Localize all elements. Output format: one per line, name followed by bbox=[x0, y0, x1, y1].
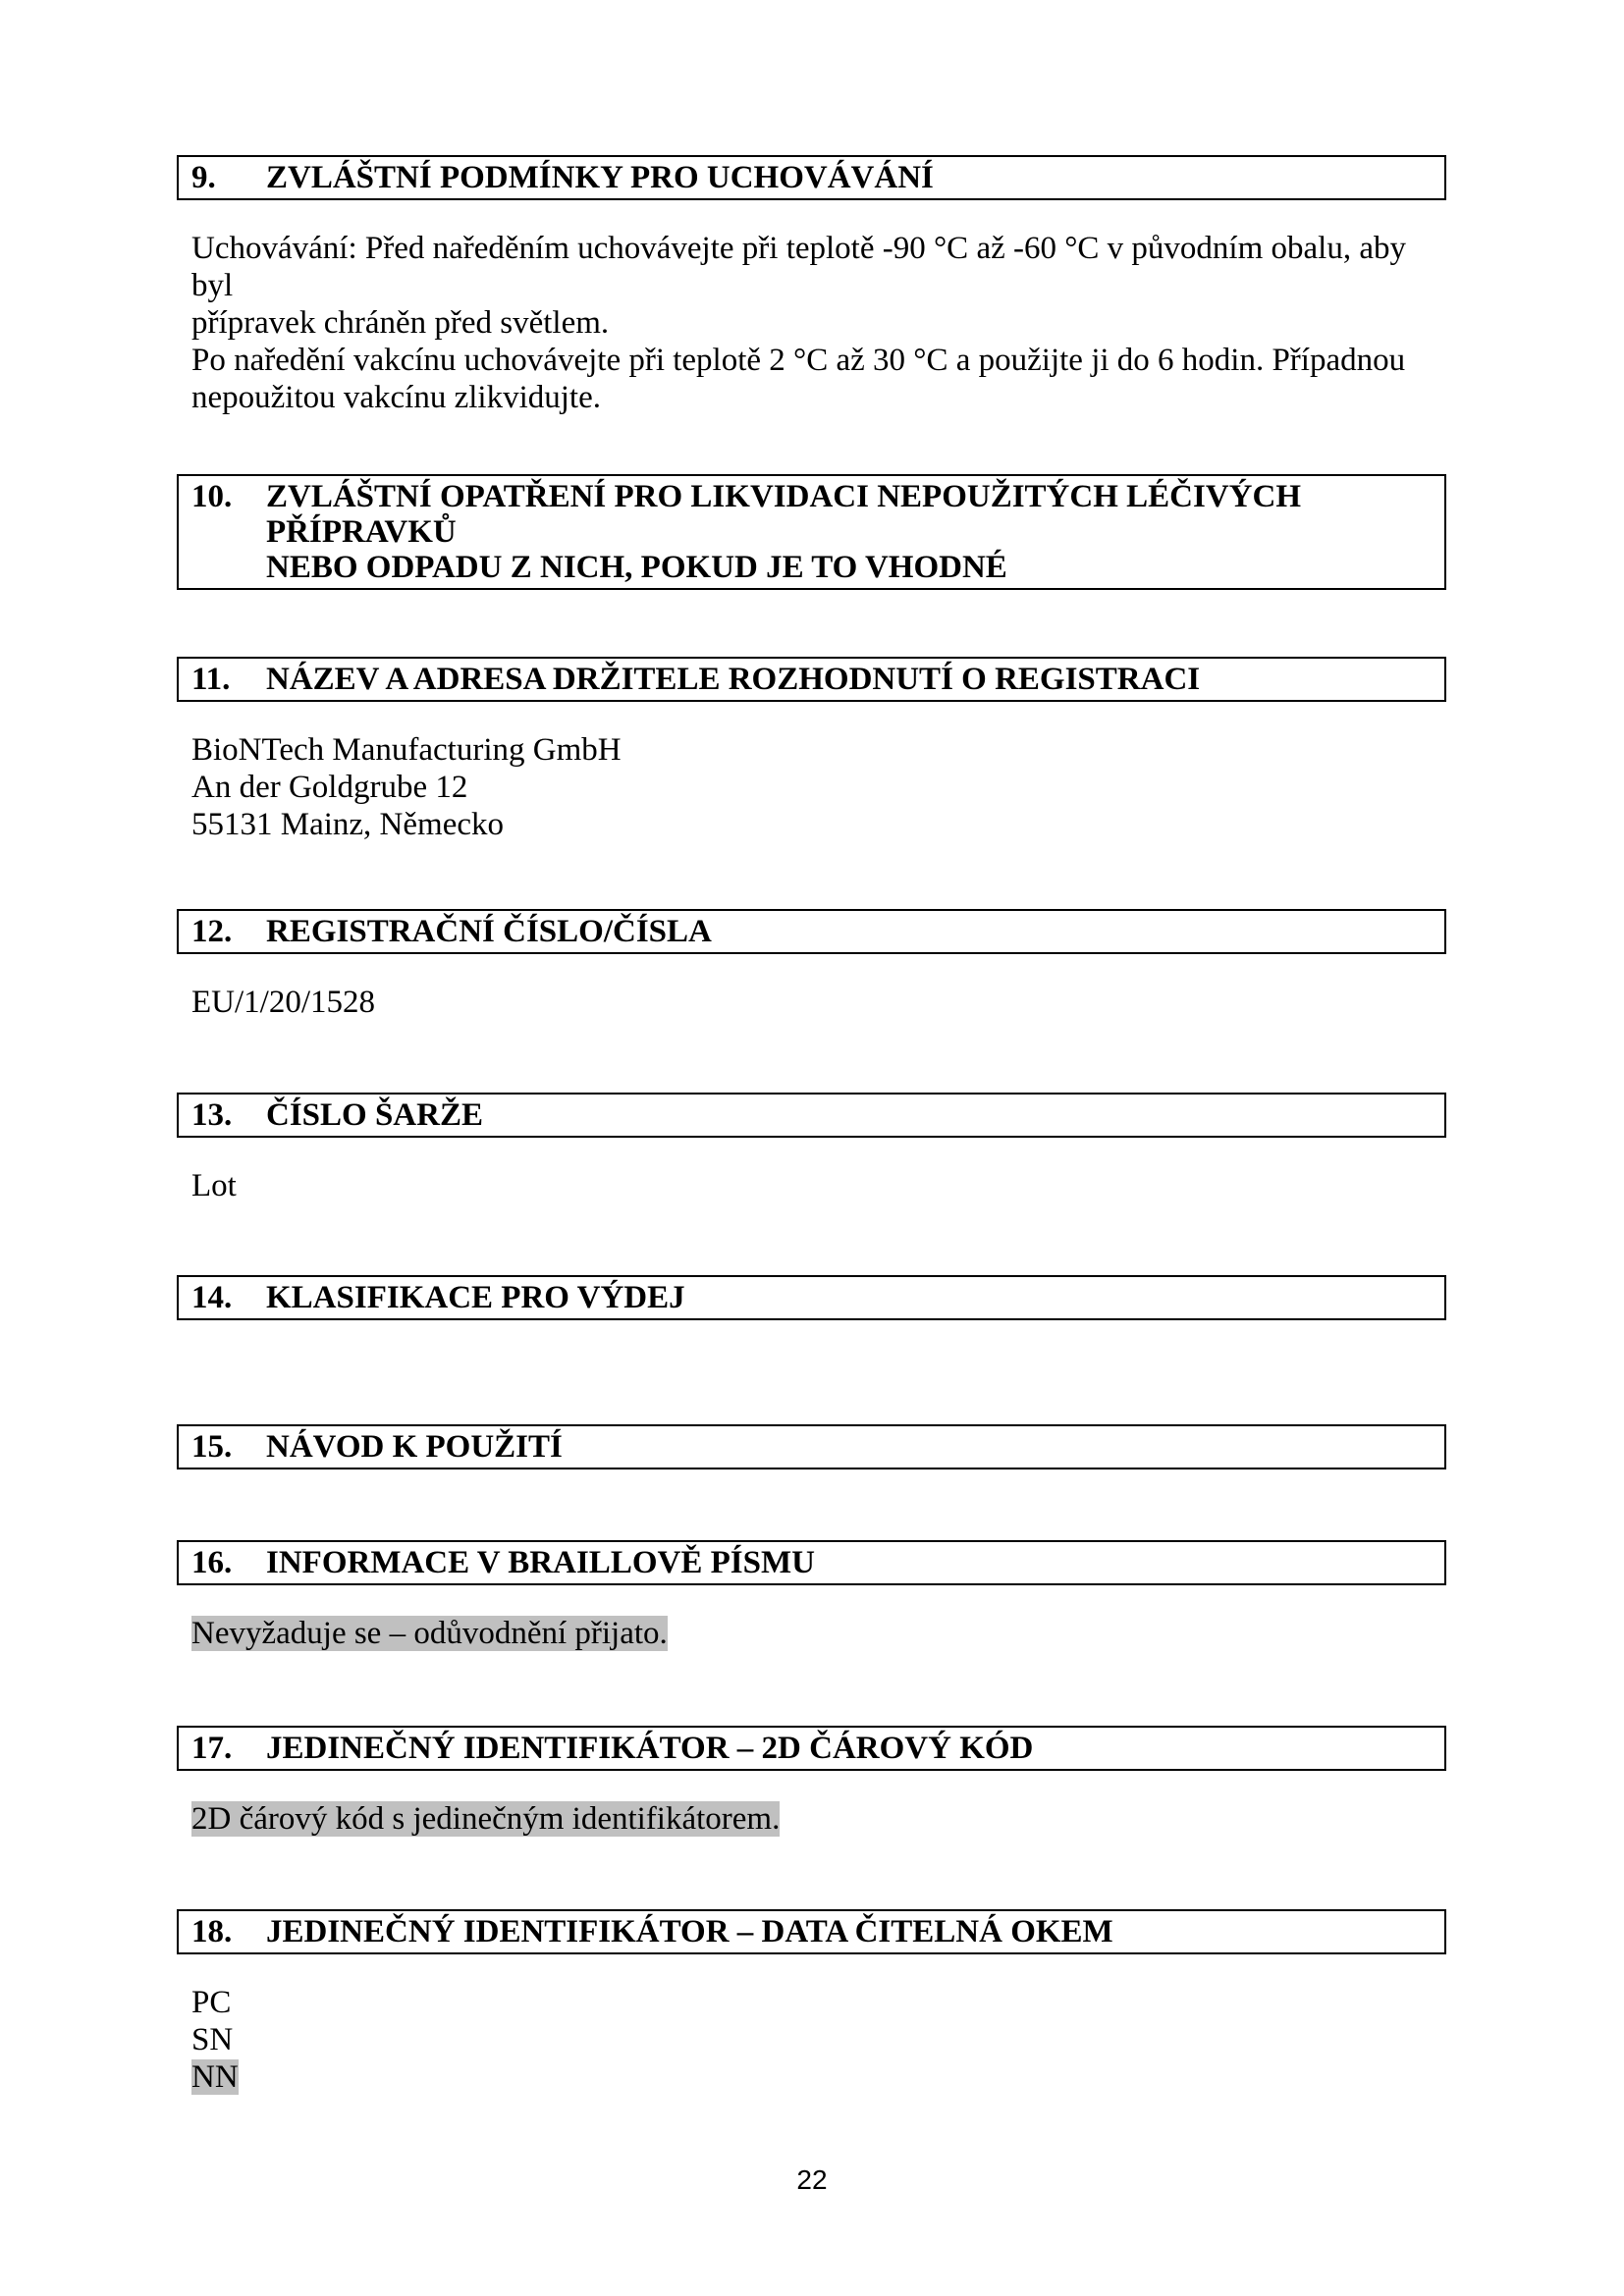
section-11-title-line: NÁZEV A ADRESA DRŽITELE ROZHODNUTÍ O REGISTRACI bbox=[266, 662, 1201, 697]
braille-statement bbox=[191, 1615, 1446, 1652]
section-14-number: 14. bbox=[191, 1280, 233, 1315]
section-17-body bbox=[177, 1800, 1446, 1838]
section-13-body bbox=[177, 1167, 1446, 1204]
section-10-heading bbox=[177, 474, 1446, 590]
storage-text-line: nepoužitou vakcínu zlikvidujte. bbox=[191, 380, 601, 415]
marketing-holder-city: 55131 Mainz, Německo bbox=[191, 807, 504, 842]
section-12-number: 12. bbox=[191, 914, 233, 949]
section-12-title-line: REGISTRAČNÍ ČÍSLO/ČÍSLA bbox=[266, 914, 712, 949]
section-18-number: 18. bbox=[191, 1914, 233, 1949]
section-18-heading bbox=[177, 1909, 1446, 1954]
section-18-title-line: JEDINEČNÝ IDENTIFIKÁTOR – DATA ČITELNÁ OKEM bbox=[266, 1914, 1113, 1949]
section-9-title-line: ZVLÁŠTNÍ PODMÍNKY PRO UCHOVÁVÁNÍ bbox=[266, 160, 934, 195]
section-16-body bbox=[177, 1615, 1446, 1652]
sn-label: SN bbox=[191, 2022, 234, 2057]
section-13-title bbox=[266, 1097, 1435, 1133]
storage-text-line: přípravek chráněn před světlem. bbox=[191, 305, 610, 341]
section-10-number: 10. bbox=[191, 479, 233, 514]
storage-text-line: Po naředění vakcínu uchovávejte při teplotě 2 °C až 30 °C a použijte ji do 6 hodin. Případnou bbox=[191, 343, 1406, 378]
section-14-heading bbox=[177, 1275, 1446, 1320]
section-16-title bbox=[266, 1545, 1435, 1580]
section-15-heading bbox=[177, 1424, 1446, 1469]
section-12-title bbox=[266, 914, 1435, 949]
lot-label: Lot bbox=[191, 1168, 237, 1203]
section-9-body bbox=[177, 230, 1446, 416]
section-11-heading bbox=[177, 657, 1446, 702]
section-17-title-line: JEDINEČNÝ IDENTIFIKÁTOR – 2D ČÁROVÝ KÓD bbox=[266, 1731, 1034, 1766]
section-9-title bbox=[266, 160, 1435, 195]
pc-label: PC bbox=[191, 1985, 232, 2020]
section-15-title-line: NÁVOD K POUŽITÍ bbox=[266, 1429, 563, 1465]
section-10-title bbox=[266, 479, 1435, 585]
page-number: 22 bbox=[796, 2164, 828, 2195]
section-16-heading bbox=[177, 1540, 1446, 1585]
section-17-number: 17. bbox=[191, 1731, 233, 1766]
highlighted-text: 2D čárový kód s jedinečným identifikátorem. bbox=[191, 1801, 781, 1837]
section-16-number: 16. bbox=[191, 1545, 233, 1580]
highlighted-text: Nevyžaduje se – odůvodnění přijato. bbox=[191, 1616, 668, 1651]
section-18-body bbox=[177, 1984, 1446, 2096]
section-10-title-line: ZVLÁŠTNÍ OPATŘENÍ PRO LIKVIDACI NEPOUŽITÝCH LÉČIVÝCH PŘÍPRAVKŮ bbox=[266, 479, 1302, 550]
storage-text-line: Uchovávání: Před naředěním uchovávejte při teplotě -90 °C až -60 °C v původním obalu, aby byl bbox=[191, 231, 1415, 303]
section-11-title bbox=[266, 662, 1435, 697]
section-12-heading bbox=[177, 909, 1446, 954]
section-17-title bbox=[266, 1731, 1435, 1766]
section-14-title-line: KLASIFIKACE PRO VÝDEJ bbox=[266, 1280, 685, 1315]
highlighted-text: NN bbox=[191, 2059, 239, 2095]
marketing-holder-street: An der Goldgrube 12 bbox=[191, 770, 468, 805]
section-11-body bbox=[177, 731, 1446, 843]
section-11-number: 11. bbox=[191, 662, 231, 697]
barcode-statement bbox=[191, 1800, 1446, 1838]
section-13-heading bbox=[177, 1093, 1446, 1138]
section-14-title bbox=[266, 1280, 1435, 1315]
section-10-title-line: NEBO ODPADU Z NICH, POKUD JE TO VHODNÉ bbox=[266, 550, 1007, 585]
section-15-number: 15. bbox=[191, 1429, 233, 1465]
section-15-title bbox=[266, 1429, 1435, 1465]
marketing-holder-name: BioNTech Manufacturing GmbH bbox=[191, 732, 622, 768]
section-13-number: 13. bbox=[191, 1097, 233, 1133]
section-9-number: 9. bbox=[191, 160, 216, 195]
section-18-title bbox=[266, 1914, 1435, 1949]
section-13-title-line: ČÍSLO ŠARŽE bbox=[266, 1097, 483, 1133]
section-17-heading bbox=[177, 1726, 1446, 1771]
section-16-title-line: INFORMACE V BRAILLOVĚ PÍSMU bbox=[266, 1545, 815, 1580]
nn-label bbox=[191, 2058, 1446, 2096]
registration-number: EU/1/20/1528 bbox=[191, 985, 375, 1020]
section-12-body bbox=[177, 984, 1446, 1021]
section-9-heading bbox=[177, 155, 1446, 200]
